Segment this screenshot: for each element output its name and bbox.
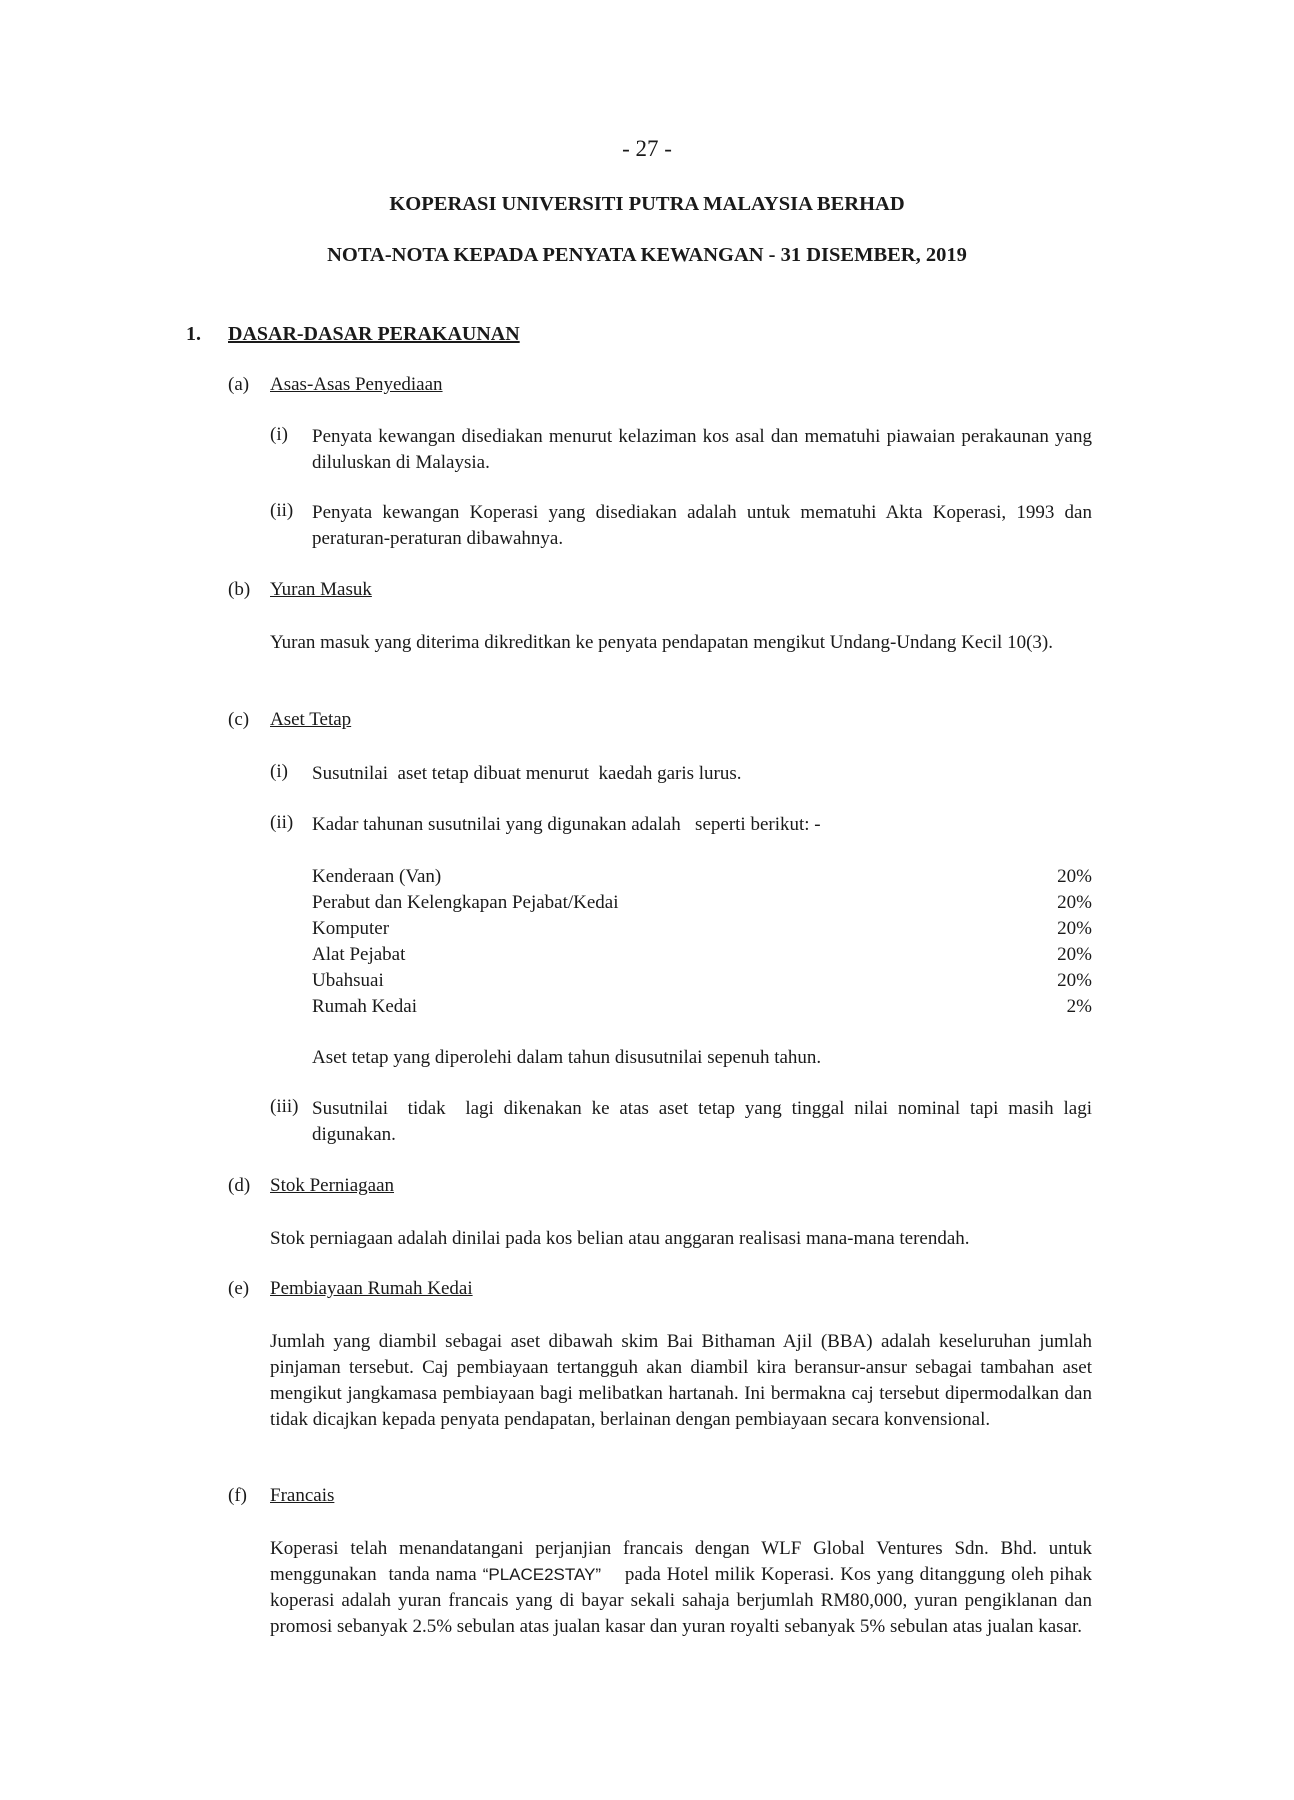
item-c-ii-label: (ii) (270, 812, 294, 833)
item-e-heading: Pembiayaan Rumah Kedai (270, 1278, 473, 1299)
item-a-i-label: (i) (270, 424, 288, 445)
rate-row (312, 890, 1092, 916)
item-a-ii-text: Penyata kewangan Koperasi yang disediakan adalah untuk mematuhi Akta Koperasi, 1993 dan peraturan-peraturan dibawahnya. (312, 502, 1092, 549)
item-a-label: (a) (228, 374, 250, 395)
item-c-i-text: Susutnilai aset tetap dibuat menurut kaedah garis lurus. (312, 763, 742, 784)
brand-name: “PLACE2STAY” (482, 1565, 602, 1584)
rate-value: 20% (1057, 892, 1092, 913)
item-a-i-text: Penyata kewangan disediakan menurut kelaziman kos asal dan mematuhi piawaian perakaunan yang diluluskan di Malaysia. (312, 426, 1092, 473)
rate-item: Ubahsuai (312, 970, 384, 991)
rate-value: 20% (1057, 970, 1092, 991)
item-c-heading: Aset Tetap (270, 709, 352, 730)
rate-value: 2% (1066, 996, 1092, 1017)
rate-value: 20% (1057, 918, 1092, 939)
rate-row (312, 968, 1092, 994)
item-c-label: (c) (228, 709, 250, 730)
item-f-heading: Francais (270, 1485, 335, 1506)
rate-row (312, 994, 1092, 1020)
item-a-heading: Asas-Asas Penyediaan (270, 374, 443, 395)
item-f-label: (f) (228, 1485, 247, 1506)
item-d-label: (d) (228, 1175, 251, 1196)
item-f-text (270, 1536, 1097, 1640)
item-e-label: (e) (228, 1278, 250, 1299)
item-e-text: Jumlah yang diambil sebagai aset dibawah skim Bai Bithaman Ajil (BBA) adalah keseluruhan jumlah pinjaman tersebut. Caj pembiayaan tertangguh akan diambil kira beransur-ansur sebagai tambahan aset mengikut jangkamasa pembiayaan bagi melibatkan hartanah. Ini bermakna caj tersebut dipermodalkan dan tidak dicajkan kepada penyata pendapatan, berlainan dengan pembiayaan secara konvensional. (270, 1331, 1092, 1430)
item-b-text: Yuran masuk yang diterima dikreditkan ke penyata pendapatan mengikut Undang-Undang Kecil 10(3). (270, 632, 1053, 653)
section-title: DASAR-DASAR PERAKAUNAN (228, 323, 520, 345)
organization-title: KOPERASI UNIVERSITI PUTRA MALAYSIA BERHAD (389, 193, 905, 215)
document-subtitle: NOTA-NOTA KEPADA PENYATA KEWANGAN - 31 DISEMBER, 2019 (327, 244, 967, 266)
item-c-iii-text: Susutnilai tidak lagi dikenakan ke atas aset tetap yang tinggal nilai nominal tapi masih lagi digunakan. (312, 1098, 1097, 1145)
item-b-heading: Yuran Masuk (270, 579, 372, 600)
item-d-heading: Stok Perniagaan (270, 1175, 395, 1196)
rate-item: Kenderaan (Van) (312, 866, 442, 887)
rate-value: 20% (1057, 866, 1092, 887)
item-c-i-label: (i) (270, 761, 288, 782)
rate-item: Rumah Kedai (312, 996, 418, 1017)
rate-item: Komputer (312, 918, 390, 939)
rate-value: 20% (1057, 944, 1092, 965)
depreciation-rates-table (312, 864, 1092, 1020)
rate-item: Perabut dan Kelengkapan Pejabat/Kedai (312, 892, 619, 913)
item-d-text: Stok perniagaan adalah dinilai pada kos belian atau anggaran realisasi mana-mana terendah. (270, 1228, 970, 1249)
rate-item: Alat Pejabat (312, 944, 406, 965)
section-number: 1. (186, 323, 201, 345)
item-f-text-before: Koperasi telah menandatangani perjanjian francais dengan WLF Global Ventures Sdn. Bhd. untuk menggunakan tanda nama (270, 1538, 1097, 1585)
item-c-ii-text: Kadar tahunan susutnilai yang digunakan adalah seperti berikut: - (312, 814, 821, 835)
rates-note: Aset tetap yang diperolehi dalam tahun disusutnilai sepenuh tahun. (312, 1047, 822, 1068)
item-c-iii-label: (iii) (270, 1096, 299, 1117)
rate-row (312, 864, 1092, 890)
rate-row (312, 942, 1092, 968)
item-b-label: (b) (228, 579, 251, 600)
rate-row (312, 916, 1092, 942)
item-a-ii-label: (ii) (270, 500, 294, 521)
page-number: - 27 - (622, 136, 672, 161)
item-f-text-after: pada Hotel milik Koperasi. Kos yang ditanggung oleh pihak koperasi adalah yuran francais yang di bayar sekali sahaja berjumlah RM80,000, yuran pengiklanan dan promosi sebanyak 2.5% sebulan atas jualan kasar dan yuran royalti sebanyak 5% sebulan atas jualan kasar. (270, 1564, 1097, 1637)
